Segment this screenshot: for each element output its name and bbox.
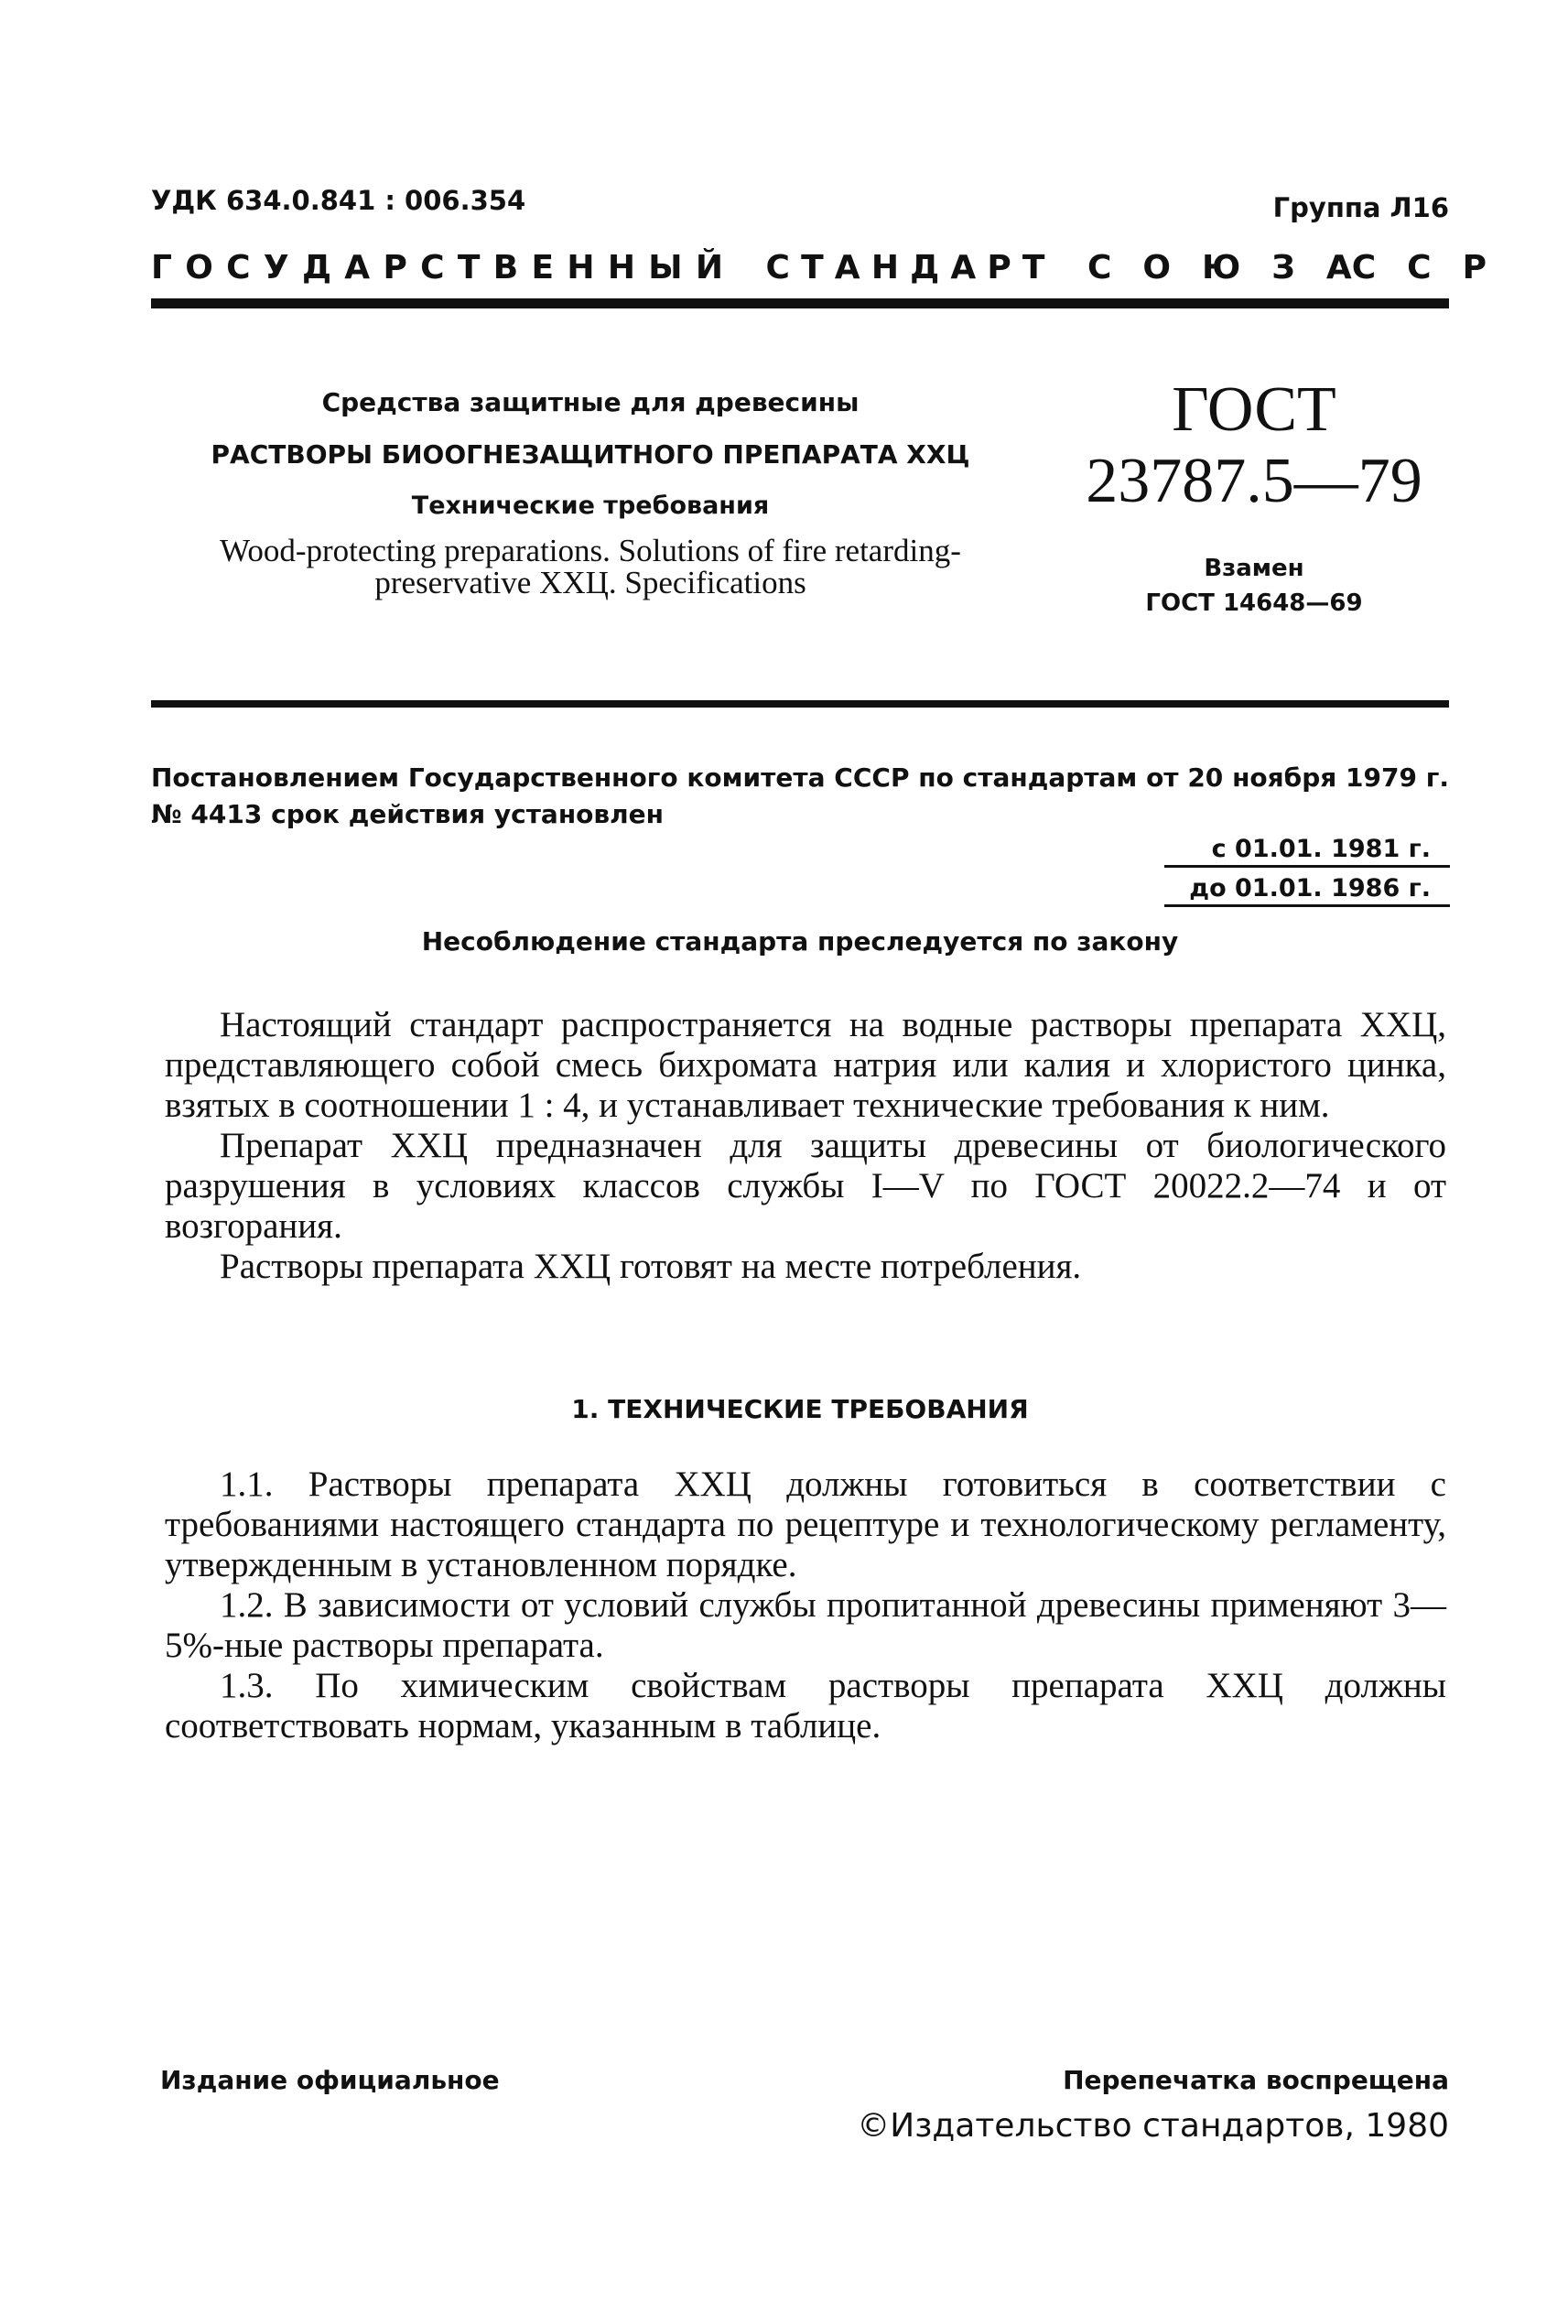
clause: 1.3. По химическим свойствам растворы препарата ХХЦ должны соответствовать нормам, указанным в таблице. [165, 1666, 1446, 1746]
header-divider [151, 298, 1449, 308]
intro-paragraph: Растворы препарата ХХЦ готовят на месте потребления. [220, 1247, 1082, 1286]
group-code: Группа Л16 [1272, 192, 1449, 223]
penalty-notice: Несоблюдение стандарта преследуется по закону [421, 926, 1179, 957]
intro-body [165, 1005, 1446, 1287]
reprint-notice: Перепечатка воспрещена [1063, 2065, 1449, 2095]
replaced-label: Взамен [1204, 555, 1304, 582]
gost-block [1062, 375, 1446, 617]
standard-banner [151, 249, 1487, 286]
title-category: Средства защитные для древесины [321, 387, 860, 417]
title-divider [151, 700, 1449, 708]
date-underline-2 [1164, 904, 1450, 907]
banner-word-3: С О Ю З А С С Р [1087, 249, 1487, 286]
title-english: Wood-protecting preparations. Solutions of fire retarding-preservative ХХЦ. Specifications [220, 533, 961, 600]
title-type: Технические требования [411, 492, 770, 520]
replaced-gost: ГОСТ 14648—69 [1145, 589, 1363, 617]
udk-code: УДК 634.0.841 : 006.354 [151, 185, 526, 216]
section-heading: 1. ТЕХНИЧЕСКИЕ ТРЕБОВАНИЯ [571, 1394, 1029, 1424]
official-edition: Издание официальное [160, 2065, 500, 2095]
intro-paragraph: Препарат ХХЦ предназначен для защиты древесины от биологического разрушения в условиях классов службы I—V по ГОСТ 20022.2—74 и от возгорания. [165, 1126, 1446, 1246]
banner-word-1: Г О С У Д А Р С Т В Е Н Н Ы Й [151, 249, 723, 286]
clause: 1.2. В зависимости от условий службы пропитанной древесины применяют 3—5%-ные растворы препарата. [165, 1585, 1446, 1665]
decree-text: Постановлением Государственного комитета СССР по стандартам от 20 ноября 1979 г. № 4413 срок действия установлен [151, 762, 1449, 829]
gost-number: 23787.5—79 [1086, 446, 1422, 516]
banner-word-2: С Т А Н Д А Р Т [765, 249, 1045, 286]
title-name: РАСТВОРЫ БИООГНЕЗАЩИТНОГО ПРЕПАРАТА ХХЦ [211, 439, 970, 470]
copyright: ©Издательство стандартов, 1980 [857, 2107, 1449, 2145]
effective-from: с 01.01. 1981 г. [1211, 835, 1431, 863]
clause: 1.1. Растворы препарата ХХЦ должны готовиться в соответствии с требованиями настоящего стандарта по рецептуре и технологическому регламенту, утвержденным в установленном порядке. [165, 1465, 1446, 1584]
title-block [151, 387, 1030, 599]
intro-paragraph: Настоящий стандарт распространяется на водные растворы препарата ХХЦ, представляющего собой смесь бихромата натрия или калия и хлористого цинка, взятых в соотношении 1 : 4, и устанавливает технические требования к ним. [165, 1005, 1446, 1125]
effective-to: до 01.01. 1986 г. [1189, 874, 1431, 903]
date-underline-1 [1164, 865, 1450, 868]
gost-label: ГОСТ [1172, 374, 1336, 445]
clauses [165, 1465, 1446, 1746]
